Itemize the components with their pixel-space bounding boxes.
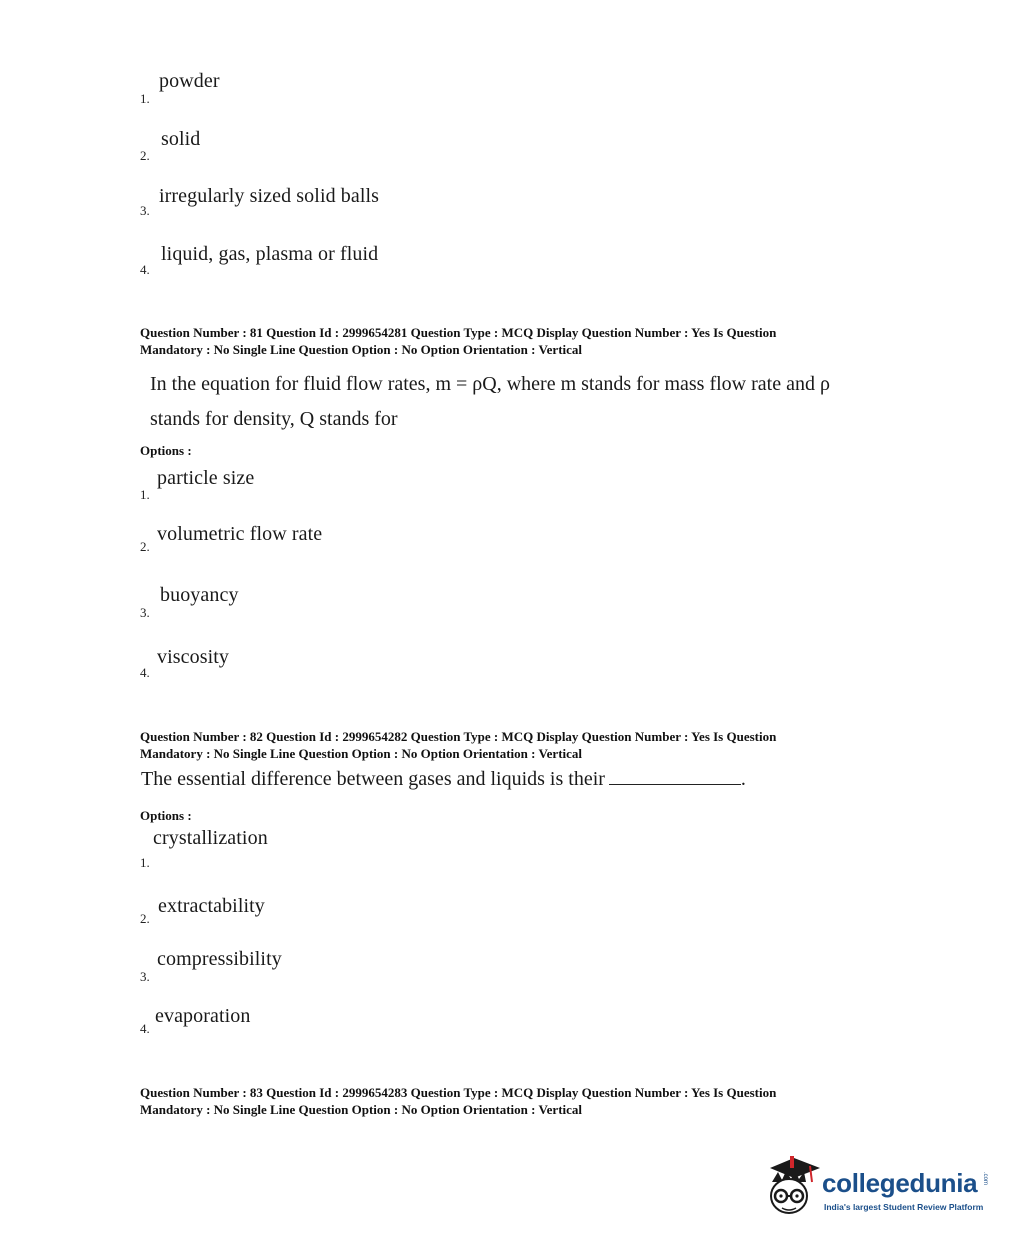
option-number: 1. (140, 855, 150, 870)
option-text: liquid, gas, plasma or fluid (161, 243, 379, 265)
logo-tagline: India's largest Student Review Platform (824, 1202, 984, 1212)
option-text: buoyancy (160, 584, 239, 606)
option-number: 1. (140, 487, 150, 502)
question-meta (140, 728, 900, 762)
option-text: powder (159, 70, 220, 92)
question-text: stands for density, Q stands for (150, 408, 398, 430)
option-number: 4. (140, 1021, 150, 1036)
logo-wordmark: collegedunia (822, 1168, 978, 1198)
collegedunia-logo (764, 1152, 994, 1224)
option-text: volumetric flow rate (157, 523, 323, 545)
meta-line: Mandatory : No Single Line Question Option : No Option Orientation : Vertical (140, 342, 583, 357)
option-text: solid (161, 128, 201, 150)
question-text: In the equation for fluid flow rates, m = ρQ, where m stands for mass flow rate and ρ (150, 373, 830, 395)
option-text: irregularly sized solid balls (159, 185, 380, 207)
logo-dotcom: .com (982, 1172, 988, 1186)
option-text: extractability (158, 895, 265, 917)
options-label: Options : (140, 808, 192, 823)
question-meta (140, 1084, 900, 1118)
question-meta (140, 324, 900, 358)
question-text-content: The essential difference between gases and liquids is their (141, 768, 605, 790)
meta-line: Question Number : 81 Question Id : 2999654281 Question Type : MCQ Display Question Number : Yes Is Question (140, 325, 777, 340)
option-text: particle size (157, 467, 255, 489)
answer-blank (609, 768, 741, 785)
mascot-icon (764, 1152, 824, 1224)
option-number: 3. (140, 605, 150, 620)
option-number: 2. (140, 148, 150, 163)
option-number: 2. (140, 911, 150, 926)
option-number: 4. (140, 665, 150, 680)
meta-line: Question Number : 82 Question Id : 2999654282 Question Type : MCQ Display Question Number : Yes Is Question (140, 729, 777, 744)
option-number: 3. (140, 203, 150, 218)
option-text: evaporation (155, 1005, 251, 1027)
meta-line: Mandatory : No Single Line Question Option : No Option Orientation : Vertical (140, 1102, 583, 1117)
option-text: viscosity (157, 646, 230, 668)
meta-line: Question Number : 83 Question Id : 2999654283 Question Type : MCQ Display Question Number : Yes Is Question (140, 1085, 777, 1100)
option-text: compressibility (157, 948, 282, 970)
option-number: 1. (140, 91, 150, 106)
option-number: 2. (140, 539, 150, 554)
meta-line: Mandatory : No Single Line Question Option : No Option Orientation : Vertical (140, 746, 583, 761)
option-number: 3. (140, 969, 150, 984)
option-number: 4. (140, 262, 150, 277)
option-text: crystallization (153, 827, 268, 849)
question-text: The essential difference between gases and liquids is their . (141, 768, 746, 790)
options-label: Options : (140, 443, 192, 458)
